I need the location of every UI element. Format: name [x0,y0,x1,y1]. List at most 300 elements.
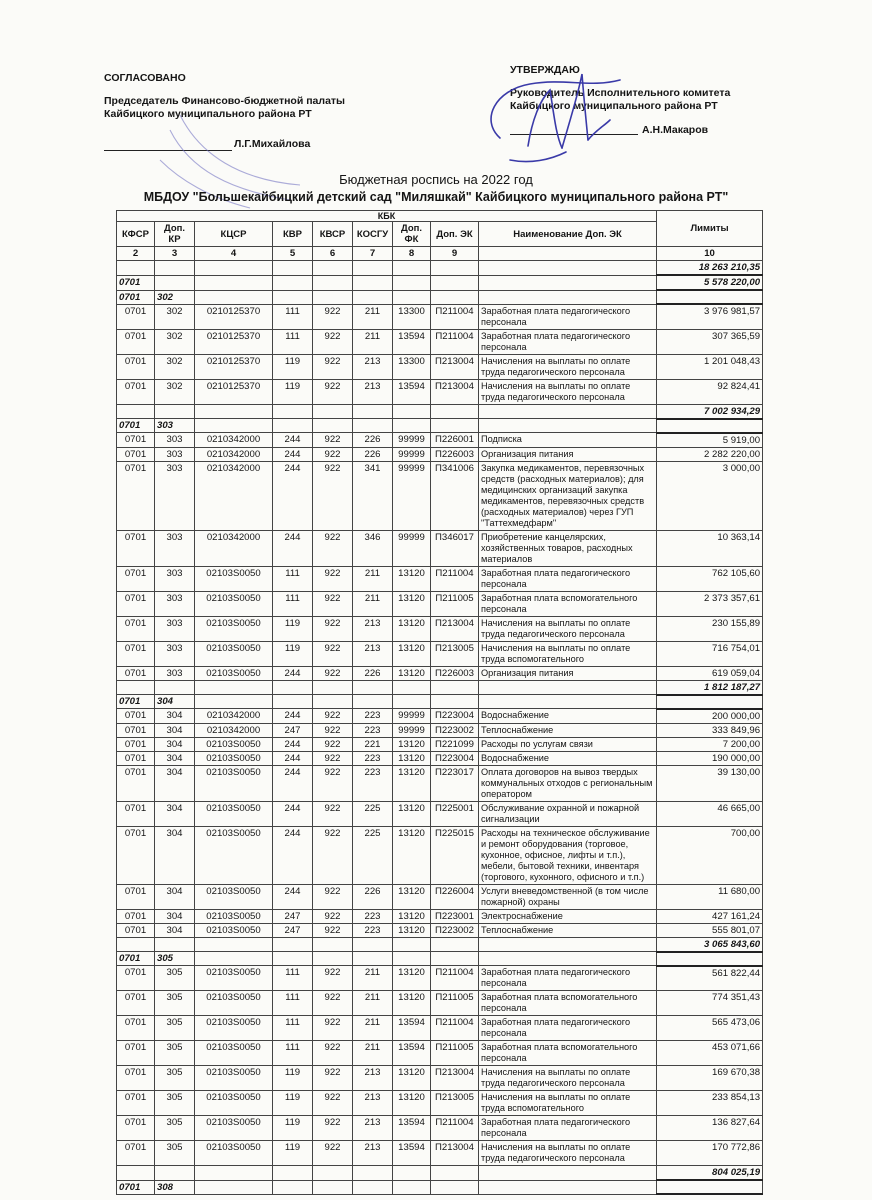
expense-name-cell [479,1180,657,1194]
column-number: 2 [117,247,155,261]
fk-cell: 99999 [393,447,431,461]
ek-cell: П211004 [431,966,479,991]
kosgu-cell: 211 [353,991,393,1016]
section-header-row [117,952,763,966]
kvsr-cell: 922 [313,461,353,530]
ek-cell: П341006 [431,461,479,530]
kfsr-cell [117,680,155,695]
kfsr-cell [117,404,155,419]
ek-cell: П223004 [431,751,479,765]
kosgu-cell: 213 [353,1141,393,1166]
expense-name-cell [479,680,657,695]
section-header-row [117,695,763,709]
kosgu-cell: 211 [353,966,393,991]
kvr-cell: 247 [273,909,313,923]
fk-cell [393,937,431,952]
kvsr-cell: 922 [313,354,353,379]
kfsr-cell: 0701 [117,616,155,641]
limit-cell: 92 824,41 [657,379,763,404]
ek-cell: П211004 [431,566,479,591]
kvr-cell: 119 [273,1116,313,1141]
empty-cell [479,261,657,276]
limit-cell: 230 155,89 [657,616,763,641]
table-row [117,379,763,404]
kvr-cell [273,1180,313,1194]
table-row [117,447,763,461]
limit-cell: 453 071,66 [657,1041,763,1066]
kosgu-cell [353,695,393,709]
table-row [117,826,763,884]
ek-cell: П346017 [431,530,479,566]
ek-cell: П211004 [431,304,479,329]
section-total-row [117,404,763,419]
kvsr-cell [313,404,353,419]
expense-name-cell: Расходы по услугам связи [479,737,657,751]
expense-name-cell: Начисления на выплаты по оплате труда педагогического персонала [479,379,657,404]
kvr-cell [273,275,313,290]
kosgu-cell: 213 [353,641,393,666]
kvr-cell [273,937,313,952]
kfsr-cell: 0701 [117,723,155,737]
fk-cell: 99999 [393,709,431,724]
kr-cell: 302 [155,354,195,379]
limit-cell: 7 002 934,29 [657,404,763,419]
ek-cell: П226004 [431,884,479,909]
ek-cell: П223002 [431,723,479,737]
ek-cell: П213004 [431,616,479,641]
column-header: КОСГУ [353,222,393,247]
kr-cell: 303 [155,666,195,680]
table-row [117,923,763,937]
table-row [117,1016,763,1041]
kr-cell: 305 [155,952,195,966]
kr-cell: 305 [155,991,195,1016]
limit-cell: 3 000,00 [657,461,763,530]
kcsr-cell: 02103S0050 [195,991,273,1016]
kosgu-cell [353,275,393,290]
section-header-row [117,275,763,290]
kfsr-cell: 0701 [117,641,155,666]
kvsr-cell [313,419,353,433]
kvr-cell: 111 [273,1016,313,1041]
table-row [117,709,763,724]
kvsr-cell: 922 [313,1016,353,1041]
table-row [117,966,763,991]
ek-cell: П223004 [431,709,479,724]
kvr-cell: 247 [273,723,313,737]
kcsr-cell: 0210125370 [195,304,273,329]
agreed-label: СОГЛАСОВАНО [104,72,186,84]
table-row [117,1066,763,1091]
kcsr-cell [195,1166,273,1181]
expense-name-cell: Теплоснабжение [479,723,657,737]
kr-cell: 304 [155,923,195,937]
limit-cell: 1 812 187,27 [657,680,763,695]
section-total-row [117,1166,763,1181]
empty-cell [393,261,431,276]
kcsr-cell: 02103S0050 [195,1141,273,1166]
kfsr-cell: 0701 [117,591,155,616]
kvr-cell: 244 [273,737,313,751]
expense-name-cell [479,1166,657,1181]
ek-cell: П225001 [431,801,479,826]
kosgu-cell: 211 [353,329,393,354]
kcsr-cell: 02103S0050 [195,1041,273,1066]
column-number-row [117,247,763,261]
limit-cell: 39 130,00 [657,765,763,801]
fk-cell: 13120 [393,641,431,666]
kcsr-cell [195,937,273,952]
kr-cell: 305 [155,1141,195,1166]
ek-cell: П211004 [431,329,479,354]
fk-cell [393,275,431,290]
kosgu-cell: 223 [353,751,393,765]
kr-cell: 304 [155,765,195,801]
limit-cell: 169 670,38 [657,1066,763,1091]
ek-cell [431,695,479,709]
kr-cell [155,275,195,290]
kcsr-cell: 02103S0050 [195,884,273,909]
limit-cell: 170 772,86 [657,1141,763,1166]
kcsr-cell: 02103S0050 [195,1016,273,1041]
kosgu-cell: 211 [353,304,393,329]
kfsr-cell: 0701 [117,1091,155,1116]
section-total-row [117,937,763,952]
expense-name-cell: Электроснабжение [479,909,657,923]
kr-cell: 304 [155,709,195,724]
kvr-cell [273,952,313,966]
kvsr-cell: 922 [313,447,353,461]
table-row [117,433,763,448]
budget-table [116,210,763,1195]
column-header: Доп. КР [155,222,195,247]
kcsr-cell [195,275,273,290]
kcsr-cell [195,290,273,304]
kosgu-cell [353,290,393,304]
document-subtitle: МБДОУ "Большекайбицкий детский сад "Миляшкай" Кайбицкого муниципального района РТ" [143,190,729,204]
agreed-position-line1: Председатель Финансово-бюджетной палаты [104,95,346,107]
kr-cell: 304 [155,826,195,884]
ek-cell: П213004 [431,1141,479,1166]
fk-cell [393,290,431,304]
ek-cell [431,275,479,290]
kr-cell: 302 [155,379,195,404]
kvsr-cell: 922 [313,737,353,751]
kfsr-cell: 0701 [117,737,155,751]
expense-name-cell: Заработная плата педагогического персонала [479,329,657,354]
fk-cell: 13594 [393,329,431,354]
ek-cell: П213004 [431,354,479,379]
limit-cell: 200 000,00 [657,709,763,724]
table-row [117,1116,763,1141]
section-header-row [117,290,763,304]
kvr-cell: 111 [273,991,313,1016]
agreed-position-line2: Кайбицкого муниципального района РТ [104,108,312,120]
limit-cell: 307 365,59 [657,329,763,354]
fk-cell: 13120 [393,616,431,641]
kosgu-cell: 211 [353,566,393,591]
kosgu-cell [353,1180,393,1194]
kr-cell: 302 [155,290,195,304]
kr-cell: 302 [155,329,195,354]
fk-cell: 13594 [393,379,431,404]
kosgu-cell: 225 [353,801,393,826]
kvr-cell: 244 [273,709,313,724]
kcsr-cell: 02103S0050 [195,566,273,591]
approved-signer-name: А.Н.Макаров [642,124,709,136]
kcsr-cell: 02103S0050 [195,616,273,641]
kvsr-cell: 922 [313,909,353,923]
kfsr-cell: 0701 [117,751,155,765]
kvr-cell [273,290,313,304]
kosgu-cell: 223 [353,723,393,737]
kr-cell: 308 [155,1180,195,1194]
column-header: КЦСР [195,222,273,247]
kr-cell: 303 [155,591,195,616]
kr-cell: 304 [155,801,195,826]
column-number: 3 [155,247,195,261]
ek-cell: П213005 [431,1091,479,1116]
kvsr-cell: 922 [313,379,353,404]
expense-name-cell: Начисления на выплаты по оплате труда педагогического персонала [479,354,657,379]
kcsr-cell: 02103S0050 [195,591,273,616]
kosgu-cell: 213 [353,1116,393,1141]
kosgu-cell [353,952,393,966]
kvsr-cell [313,937,353,952]
empty-cell [431,261,479,276]
ek-cell: П213005 [431,641,479,666]
expense-name-cell: Приобретение канцелярских, хозяйственных товаров, расходных материалов [479,530,657,566]
ek-cell: П226001 [431,433,479,448]
expense-name-cell: Заработная плата педагогического персонала [479,566,657,591]
kosgu-cell [353,680,393,695]
kvr-cell: 247 [273,923,313,937]
kvsr-cell [313,1166,353,1181]
ek-cell: П223017 [431,765,479,801]
kvr-cell: 111 [273,966,313,991]
limit-cell: 565 473,06 [657,1016,763,1041]
expense-name-cell: Теплоснабжение [479,923,657,937]
ek-cell [431,419,479,433]
kvr-cell [273,404,313,419]
kr-cell: 305 [155,1091,195,1116]
ek-cell: П223002 [431,923,479,937]
expense-name-cell: Услуги вневедомственной (в том числе пожарной) охраны [479,884,657,909]
kfsr-cell: 0701 [117,991,155,1016]
kvsr-cell: 922 [313,765,353,801]
kvsr-cell [313,695,353,709]
fk-cell [393,419,431,433]
kfsr-cell [117,1166,155,1181]
kfsr-cell: 0701 [117,354,155,379]
kr-cell: 304 [155,723,195,737]
kvr-cell: 244 [273,433,313,448]
limit-cell: 46 665,00 [657,801,763,826]
fk-cell [393,680,431,695]
ek-cell [431,952,479,966]
fk-cell [393,695,431,709]
kr-cell: 304 [155,751,195,765]
table-row [117,566,763,591]
kcsr-cell [195,695,273,709]
column-header: Доп. ФК [393,222,431,247]
column-number: 10 [657,247,763,261]
kr-cell: 305 [155,1066,195,1091]
kosgu-cell: 213 [353,379,393,404]
kvsr-cell: 922 [313,1041,353,1066]
kcsr-cell: 02103S0050 [195,641,273,666]
column-number: 6 [313,247,353,261]
kvsr-cell: 922 [313,1141,353,1166]
ek-cell: П226003 [431,447,479,461]
fk-cell [393,1166,431,1181]
kvr-cell: 119 [273,354,313,379]
kfsr-cell: 0701 [117,461,155,530]
column-header: Наименование Доп. ЭК [479,222,657,247]
kosgu-cell [353,404,393,419]
kr-cell [155,680,195,695]
kfsr-cell: 0701 [117,1116,155,1141]
kvsr-cell: 922 [313,641,353,666]
kcsr-cell: 02103S0050 [195,1116,273,1141]
ek-cell: П211004 [431,1116,479,1141]
expense-name-cell: Заработная плата вспомогательного персонала [479,1041,657,1066]
kosgu-cell: 226 [353,666,393,680]
table-row [117,1041,763,1066]
ek-cell: П221099 [431,737,479,751]
limit-cell: 11 680,00 [657,884,763,909]
fk-cell: 13300 [393,304,431,329]
fk-cell: 13120 [393,991,431,1016]
limit-cell: 190 000,00 [657,751,763,765]
ek-cell [431,1166,479,1181]
limit-cell: 2 282 220,00 [657,447,763,461]
kcsr-cell [195,680,273,695]
kvr-cell: 111 [273,566,313,591]
kfsr-cell: 0701 [117,1066,155,1091]
kosgu-cell: 223 [353,909,393,923]
expense-name-cell: Оплата договоров на вывоз твердых коммунальных отходов с региональным оператором [479,765,657,801]
kcsr-cell: 02103S0050 [195,966,273,991]
kvr-cell: 119 [273,1091,313,1116]
kfsr-cell: 0701 [117,433,155,448]
expense-name-cell: Начисления на выплаты по оплате труда вспомогательного [479,641,657,666]
fk-cell: 13120 [393,884,431,909]
expense-name-cell: Водоснабжение [479,709,657,724]
limit-cell: 774 351,43 [657,991,763,1016]
kfsr-cell [117,937,155,952]
kosgu-cell [353,937,393,952]
table-row [117,461,763,530]
kosgu-cell: 341 [353,461,393,530]
kr-cell [155,1166,195,1181]
kosgu-cell: 226 [353,447,393,461]
document-title: Бюджетная роспись на 2022 год [339,172,533,187]
ek-cell: П213004 [431,1066,479,1091]
column-number: 9 [431,247,479,261]
kosgu-cell: 223 [353,923,393,937]
limit-cell: 762 105,60 [657,566,763,591]
kr-cell: 304 [155,884,195,909]
kvr-cell [273,1166,313,1181]
kvr-cell: 244 [273,447,313,461]
kcsr-cell [195,419,273,433]
kr-cell: 303 [155,433,195,448]
kfsr-cell: 0701 [117,666,155,680]
kosgu-cell: 213 [353,1066,393,1091]
column-header: Доп. ЭК [431,222,479,247]
approved-position-line2: Кайбицкого муниципального района РТ [510,100,718,112]
expense-name-cell [479,404,657,419]
kosgu-cell: 226 [353,884,393,909]
fk-cell: 13120 [393,909,431,923]
kvr-cell: 119 [273,379,313,404]
kosgu-cell: 213 [353,616,393,641]
ek-cell: П223001 [431,909,479,923]
limit-cell: 561 822,44 [657,966,763,991]
kvr-cell: 119 [273,1066,313,1091]
section-total-row [117,680,763,695]
kr-cell: 303 [155,530,195,566]
expense-name-cell: Начисления на выплаты по оплате труда педагогического персонала [479,616,657,641]
kvr-cell: 111 [273,329,313,354]
expense-name-cell: Заработная плата педагогического персонала [479,1016,657,1041]
kvsr-cell: 922 [313,1066,353,1091]
kbk-header: КБК [117,211,657,222]
kfsr-cell: 0701 [117,290,155,304]
kcsr-cell: 0210125370 [195,329,273,354]
kr-cell: 302 [155,304,195,329]
section-header-row [117,1180,763,1194]
fk-cell: 13594 [393,1116,431,1141]
section-header-row [117,419,763,433]
column-header: КВР [273,222,313,247]
kcsr-cell: 02103S0050 [195,737,273,751]
kvr-cell: 119 [273,641,313,666]
ek-cell: П211005 [431,591,479,616]
kcsr-cell [195,952,273,966]
table-row [117,723,763,737]
agreed-signer-name: Л.Г.Михайлова [234,138,311,150]
kr-cell: 303 [155,447,195,461]
kfsr-cell: 0701 [117,952,155,966]
limit-cell: 1 201 048,43 [657,354,763,379]
limit-cell: 7 200,00 [657,737,763,751]
kvsr-cell: 922 [313,666,353,680]
kvsr-cell: 922 [313,1116,353,1141]
empty-cell [195,261,273,276]
table-row [117,737,763,751]
kcsr-cell: 0210342000 [195,433,273,448]
expense-name-cell [479,290,657,304]
kfsr-cell: 0701 [117,923,155,937]
kvsr-cell: 922 [313,616,353,641]
kvr-cell: 119 [273,1141,313,1166]
column-number: 7 [353,247,393,261]
kvsr-cell: 922 [313,991,353,1016]
ek-cell [431,937,479,952]
kr-cell: 305 [155,1116,195,1141]
kvsr-cell [313,1180,353,1194]
fk-cell: 99999 [393,723,431,737]
kr-cell: 304 [155,695,195,709]
table-row [117,354,763,379]
kcsr-cell: 0210342000 [195,709,273,724]
table-row [117,329,763,354]
kfsr-cell: 0701 [117,826,155,884]
kcsr-cell: 02103S0050 [195,1066,273,1091]
kr-cell: 305 [155,966,195,991]
